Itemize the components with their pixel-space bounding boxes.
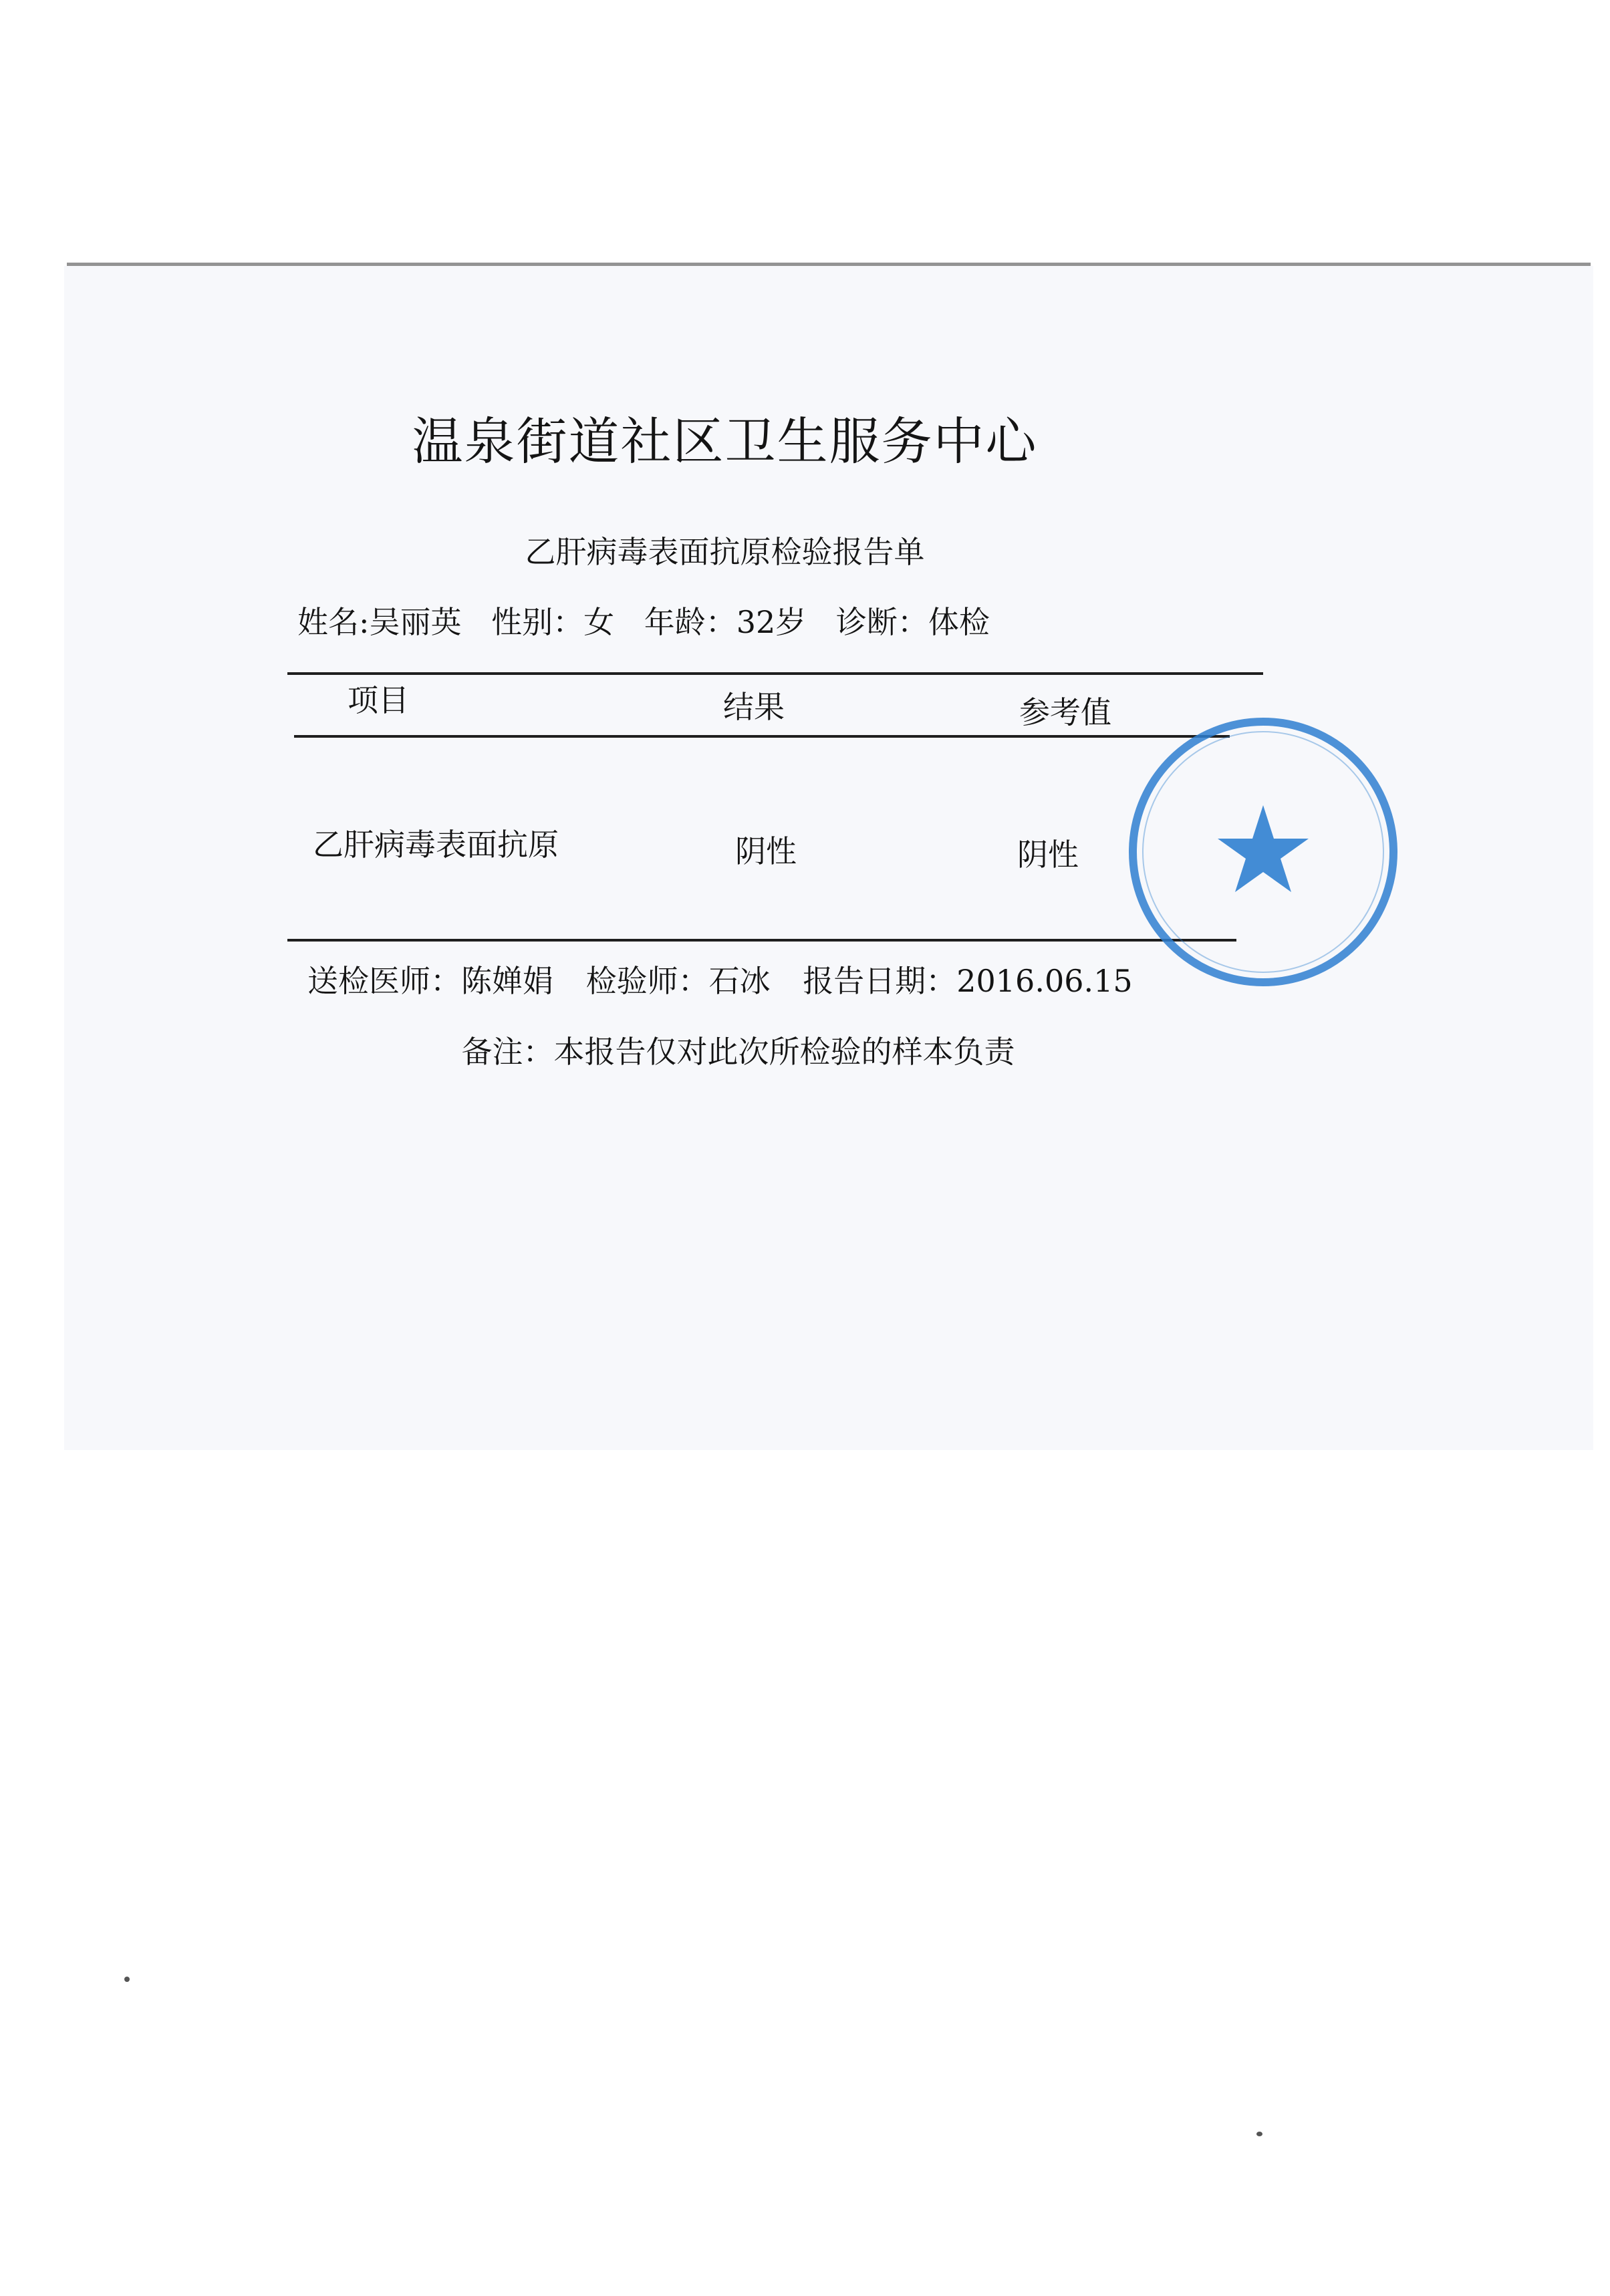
- patient-diagnosis: 诊断：体检: [835, 604, 990, 640]
- patient-info: [297, 598, 1010, 642]
- report-note: 备注：本报告仅对此次所检验的样本负责: [461, 1034, 1015, 1070]
- table-bottom-rule: [287, 939, 1236, 942]
- row-item: 乙肝病毒表面抗原: [313, 827, 559, 863]
- row-reference: 阴性: [1017, 837, 1079, 873]
- header-rule: [294, 735, 1230, 738]
- scan-speck: [1256, 2132, 1262, 2136]
- report-footer: [307, 957, 1156, 1001]
- scan-speck: [124, 1977, 130, 1982]
- header-reference: 参考值: [1019, 694, 1111, 730]
- patient-gender: 性别：女: [491, 604, 615, 640]
- inspector: 检验师：石冰: [585, 963, 771, 999]
- row-result: 阴性: [735, 833, 797, 869]
- star-icon: [1218, 805, 1309, 892]
- report-subtitle: 乙肝病毒表面抗原检验报告单: [525, 534, 925, 570]
- patient-age: 年龄：32岁: [644, 604, 807, 640]
- patient-name: 姓名:吴丽英: [297, 604, 462, 640]
- table-top-rule: [287, 672, 1263, 675]
- official-seal-stamp: [1123, 712, 1403, 992]
- header-item: 项目: [348, 682, 409, 718]
- submitting-doctor: 送检医师：陈婵娟: [307, 963, 553, 999]
- report-date: 报告日期：2016.06.15: [803, 963, 1133, 999]
- document-title: 温泉街道社区卫生服务中心: [412, 412, 1038, 471]
- header-result: 结果: [723, 689, 785, 725]
